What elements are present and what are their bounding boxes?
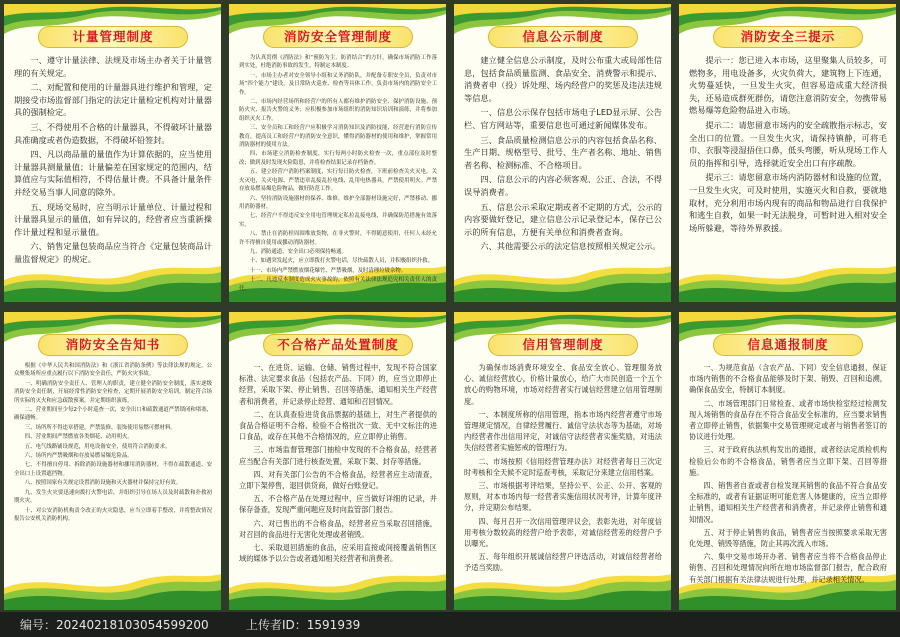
body-paragraph: 七、经营户不得违反安全用电管理规定私拉乱接电线，并确保防范措施有效落实。 bbox=[239, 213, 437, 228]
panel-title: 信息公示制度 bbox=[522, 29, 604, 44]
panel-title: 计量管理制度 bbox=[72, 29, 154, 44]
body-paragraph: 七、采取退回措施的食品，应采用直接或间接覆盖销售区域的媒体予以公告或者通知相关经营者和消费者。 bbox=[239, 543, 437, 564]
body-paragraph: 五、对于停止销售的食品，销售者应当按照要求采取无害化处理、销毁等措施，防止其再次流入市场。 bbox=[689, 527, 887, 549]
footer-bar bbox=[0, 612, 900, 637]
panel-title: 信用管理制度 bbox=[522, 337, 604, 352]
body-paragraph: 建立健全信息公示制度，及时公布重大或局部性信息，包括食品质量监测、食品安全、消费警示和提示、消费者申（投）诉处理、场内经营户的奖惩及违法违规等信息。 bbox=[464, 55, 662, 103]
body-paragraph: 根据《中华人民共和国消防法》和《浙江省消防条例》等法律法规的规定，公众聚集场所应重点履行以下消防安全责任，严防火灾事故。 bbox=[14, 363, 212, 378]
panel-title-banner bbox=[713, 334, 863, 356]
body-paragraph: 六、场所内严禁吸烟和存放易燃易爆危险品。 bbox=[24, 453, 133, 460]
body-paragraph: 八、禁止在消防栓周围堆放货物，在非火警时，不得随意使用，任何人未经允许不得擅自使用或挪动消防器材。 bbox=[239, 231, 437, 246]
body-paragraph: 五、信息公示采取定期或者不定期的方式，公示的内容要做好登记，建立信息公示记录登记本，保存已公示的所有信息，方便有关单位和消费者查询。 bbox=[464, 201, 662, 237]
body-paragraph: 二、市场管理部门日常检查、或者市场快检室经过检测发现入场销售的食品存在不符合食品安全标准的，应当要求销售者立即停止销售，依据集中交易管理规定或者与销售者签订的协议进行处理。 bbox=[689, 398, 887, 442]
poster-grid bbox=[4, 4, 896, 612]
poster-panel bbox=[454, 312, 671, 610]
body-paragraph: 一、为规范食品（含农产品、下同）安全信息通报，保证市场内销售的不合格食品能够及时下架、销毁、召回和追溯，确保食品安全，特制订本制度。 bbox=[689, 363, 887, 395]
body-paragraph: 一、信息公示保存包括市场电子LED显示屏、公告栏、官方网站等，重要信息也可通过新闻媒体发布。 bbox=[464, 107, 662, 130]
panel-title-banner bbox=[488, 334, 638, 356]
panel-title-banner bbox=[38, 334, 188, 356]
body-paragraph: 五、电气线路铺设规范，用电设备安全，使用符合消防要求。 bbox=[24, 443, 171, 450]
body-paragraph: 九、消防通道、安全出口必须保持畅通。 bbox=[249, 248, 347, 255]
body-paragraph: 四、销售者自查或者自检发现其销售的食品不符合食品安全标准的，或者有证据证明可能危害人体健康的，应当立即停止销售，通知相关生产经营者和消费者，并记录停止销售和通知情况。 bbox=[689, 481, 887, 524]
panel-body bbox=[689, 54, 887, 264]
image-code: 编号：20240218103054599200 bbox=[20, 618, 209, 632]
body-paragraph: 提示二：请您留意市场内的安全疏散指示标志，安全出口的位置。一旦发生火灾，请保持镇静，可将毛巾、衣服等浸湿捂住口鼻，低头弯腰，听从现场工作人员的指挥和引导，选择就近安全出口有序疏散。 bbox=[689, 119, 887, 168]
poster-panel bbox=[454, 4, 671, 302]
panel-title-banner bbox=[38, 26, 188, 48]
body-paragraph: 七、不得擅自停用、拆除消防设施器材和挪用消防器材，不得在疏散通道、安全出口上设置遮挡物。 bbox=[14, 462, 212, 477]
body-paragraph: 四、对有关部门公告的不合格食品，经营者应主动清查，立即下架停售，退回供货商，做好台账登记。 bbox=[239, 469, 437, 491]
body-paragraph: 为确保市场消费环境安全、食品安全放心、管理服务放心、诚信经营放心，价格计量放心，给广大市民创造一个五个放心的购物环境，市场对经营者实行诚信经营建立信用管理制度。 bbox=[464, 363, 662, 406]
body-paragraph: 二、市场内经营场所和经营户的所有人都有维护消防安全、保护消防设施、预防火灾、报告火警的义务；应积极参加市场组织的消防知识培训和演练，并将参加组织灭火工作。 bbox=[239, 99, 437, 122]
body-paragraph: 六、坚持消防设施器材的保养、维修，维护全部器材设施完好，严禁移动、挪用消防器材。 bbox=[239, 195, 437, 210]
body-paragraph: 六、其他需要公示的法定信息按照相关规定公示。 bbox=[480, 241, 661, 252]
panel-title: 消防安全告知书 bbox=[65, 337, 161, 352]
panel-title: 信息通报制度 bbox=[747, 337, 829, 352]
body-paragraph: 四、市场建立消防检查制度，实行每两小时防火检查一次，重点部位及时整改；做到及时发现火险隐患，并将检查结果记录存档备查。 bbox=[239, 151, 437, 166]
body-paragraph: 三、食品质量检测信息公示的内容包括食品名称、生产日期、规格型号、批号、生产者名称、地址、销售者名称、检测标准、不合格项目。 bbox=[464, 134, 662, 170]
body-paragraph: 提示一：您已进入本市场，这里聚集人员较多，可燃物多，用电设备多，火灾负荷大，建筑物上下连通，火势蔓延快，一旦发生火灾，但容易造成重大经济损失，还易造成群死群伤，请您注意消防安全，勿携带易燃易爆等危险物品进入市场。 bbox=[689, 55, 887, 116]
poster-panel bbox=[679, 4, 896, 302]
body-paragraph: 九、发生火灾要迅速向拨打火警电话，并组织引导在场人员及时疏散和扑救初期火灾。 bbox=[14, 489, 212, 505]
panel-body bbox=[14, 54, 212, 264]
body-paragraph: 一、明确消防安全责任人、管理人的职责，建立健全消防安全制度，落实逐级消防安全责任制，开展经常性消防安全检查，定期开展消防安全培训，制定符合场所实际的灭火和应急疏散预案，并定期组织演练。 bbox=[14, 380, 212, 404]
poster-panel bbox=[4, 4, 221, 302]
body-paragraph: 二、市场按照《信用经营管理办法》对经营者每日三次定时考核和全天候不定时巡查考核，采取记分来建立信用档案。 bbox=[464, 456, 662, 477]
body-paragraph: 四、营业期间严禁燃放各类烟花、动用明火。 bbox=[24, 434, 133, 441]
panel-body bbox=[689, 362, 887, 584]
body-paragraph: 十、如遇突发起火，应立即拨打火警电话，尽快疏散人员，并积极组织扑救。 bbox=[249, 258, 434, 265]
body-paragraph: 四、信息公示的内容必须客观、公正、合法，不得误导消费者。 bbox=[464, 174, 662, 197]
poster-panel bbox=[229, 4, 446, 302]
body-paragraph: 六、销售定量包装商品应当符合《定量包装商品计量监督规定》的规定。 bbox=[14, 241, 212, 264]
body-paragraph: 五、每年组织开展诚信经营户评选活动，对诚信经营者给予适当奖励。 bbox=[464, 552, 662, 573]
panel-body bbox=[14, 362, 212, 572]
body-paragraph: 六、集中交易市场开办者、销售者应当将不合格食品停止销售、召回和处理情况向所在地市场监督部门报告，配合政府有关部门根据有关法律法规进行处理，并记录相关情况。 bbox=[689, 552, 887, 584]
poster-panel bbox=[4, 312, 221, 610]
body-paragraph: 十、对公安消防机构责令改正的火灾隐患，应当立即着手整改，并将整改情况报告公安机关消防机构。 bbox=[14, 507, 212, 522]
body-paragraph: 一、在进货、运输、仓储、销售过程中，发现不符合国家标准、法定要求食品（包括农产品、下同）的，应当立即停止经营，采取下架、停止销售、召回等措施，通知相关生产经营者和消费者，并记录停止经营、通知和召回情况。 bbox=[239, 363, 437, 406]
panel-title-banner bbox=[713, 26, 863, 48]
body-paragraph: 二、在认真查验进货食品票据的基础上，对生产者提供的食品合格证明不合格、检验不合格批次一致、无中文标注的进口食品，或存在其他不合格情况的，应立即停止销售。 bbox=[239, 409, 437, 442]
panel-title: 消防安全三提示 bbox=[740, 29, 836, 44]
body-paragraph: 五、不合格产品在处理过程中，应当做好详细的记录，并保存备查，发现严重问题应及时向监管部门报告。 bbox=[239, 494, 437, 515]
body-paragraph: 六、对已售出的不合格食品，经营者应当采取召回措施，对召回的食品进行无害化处理或者销毁。 bbox=[239, 518, 437, 539]
body-paragraph: 四、每月召开一次信用管理评议会，表彰先进，对年度信用考核分数较高的经营户给予表彰，对诚信经营差的经营户予以曝光。 bbox=[464, 516, 662, 549]
body-paragraph: 二、对配置和使用的计量器具进行维护和管理，定期接受市场监督部门指定的法定计量检定机构对计量器具的强制检定。 bbox=[14, 82, 212, 118]
panel-title: 不合格产品处置制度 bbox=[277, 337, 399, 352]
body-paragraph: 一、遵守计量法律、法规及市场主办者关于计量管理的有关规定。 bbox=[14, 55, 212, 78]
body-paragraph: 为认真贯彻《消防法》和“预防为主，防消结合”的方针，确保市场消防工作落到实处，杜绝消防事故的发生，特制定本制度。 bbox=[239, 55, 437, 70]
body-paragraph: 三、不得使用不合格的计量器具，不得破坏计量器具准确度或者伪造数据，不得破坏铅签封。 bbox=[14, 121, 212, 145]
body-paragraph: 十一、市场内严禁燃放烟花爆竹、严禁吸烟，及时清理垃圾杂物。 bbox=[249, 267, 407, 274]
body-paragraph: 三、安全员和工和经营户应积极学习消防知识及消防技能，经营进行消防宣传教育，提高员工和经营户的消防安全意识，懂得消防器材的使用和维护，掌握常用消防器材的使用方法。 bbox=[239, 125, 437, 149]
body-paragraph: 二、营业期间至少每2个小时巡查一次，安全出口和疏散通道严禁锁闭和堵塞，确保通畅。 bbox=[14, 407, 212, 422]
panel-title-banner bbox=[488, 26, 638, 48]
body-paragraph: 四、凡以商品量的量值作为计算依据的，应当使用计量器具测量量值；计量偏差在国家规定的范围内，结算值应与实际值相符，不得估量计费。不具备计量条件并经交易当事人同意的除外。 bbox=[14, 149, 212, 197]
panel-body bbox=[239, 362, 437, 572]
poster-panel bbox=[229, 312, 446, 610]
panel-body bbox=[464, 54, 662, 264]
uploader-id: 上传者ID：1591939 bbox=[246, 618, 361, 632]
panel-title-banner bbox=[263, 334, 413, 356]
body-paragraph: 三、场所所不得违章搭建，严禁装修、装饰使用易燃可燃材料。 bbox=[24, 424, 176, 431]
body-paragraph: 五、现场交易时，应当明示计量单位、计量过程和计量器具显示的量值，如有异议的，经营者应当重新操作计量过程和显示量值。 bbox=[14, 201, 212, 237]
body-paragraph: 三、市场根据考评结果，坚持公平、公正、公开、客观的原则，对本市场内每一经营者实施信用状况考评，计算年度评分，并定期公布结果。 bbox=[464, 481, 662, 513]
panel-body bbox=[239, 54, 437, 292]
body-paragraph: 三、对于政府执法机构发出的通报，或者经法定质检机构检验后公布的不合格食品，销售者应当立即下架、召回等措施。 bbox=[689, 445, 887, 477]
panel-title: 消防安全管理制度 bbox=[283, 29, 392, 44]
body-paragraph: 五、建立经营户消防档案制度，实行每日防火检查，下班前检查关火灭电。关火灭电，关灭电源、严禁违章乱接乱拉电线、乱用电热器具，严禁使用明火。严禁存放易燃易爆危险物品，做好防范工作。 bbox=[239, 169, 437, 193]
panel-body bbox=[464, 362, 662, 572]
body-paragraph: 一、本制度所称的信用管理，指本市场内经营者遵守市场管理规定情况，自律经营履行、诚信守法状态等为基础，对场内经营者作出信用评定，对诚信守法经营者实施奖励，对违法失信经营者实施惩戒的管理行为。 bbox=[464, 409, 662, 453]
poster-panel bbox=[679, 312, 896, 610]
panel-title-banner bbox=[263, 26, 413, 48]
body-paragraph: 三、市场监督管理部门抽检中发现的不合格食品，经营者应当配合有关部门进行核查处置，采取下架、封存等措施。 bbox=[239, 445, 437, 466]
body-paragraph: 八、按照国家有关规定设置消防设施和灭火器材并保持完好有效。 bbox=[24, 480, 182, 487]
body-paragraph: 十二、凡违反本制度造成火灾事故的，依照有关法律法规追究相关责任人的责任。 bbox=[239, 277, 437, 292]
body-paragraph: 提示三：请您留意市场内消防器材和设施的位置，一旦发生火灾，可及时使用，实施灭火和自救，要就地取材，充分利用市场内现有的商品和物品进行自我保护和逃生自救，如果一时无法脱身，可暂时进入相对安全场所躲避，等待外界救援。 bbox=[689, 172, 887, 233]
body-paragraph: 一、市场主办者对安全领导小组和义务消防队，并配备专职安全员，负责对市场“四个能力”建设，及日常防火巡查、检查等具体工作，负责市场内的消防安全工作。 bbox=[239, 72, 437, 96]
